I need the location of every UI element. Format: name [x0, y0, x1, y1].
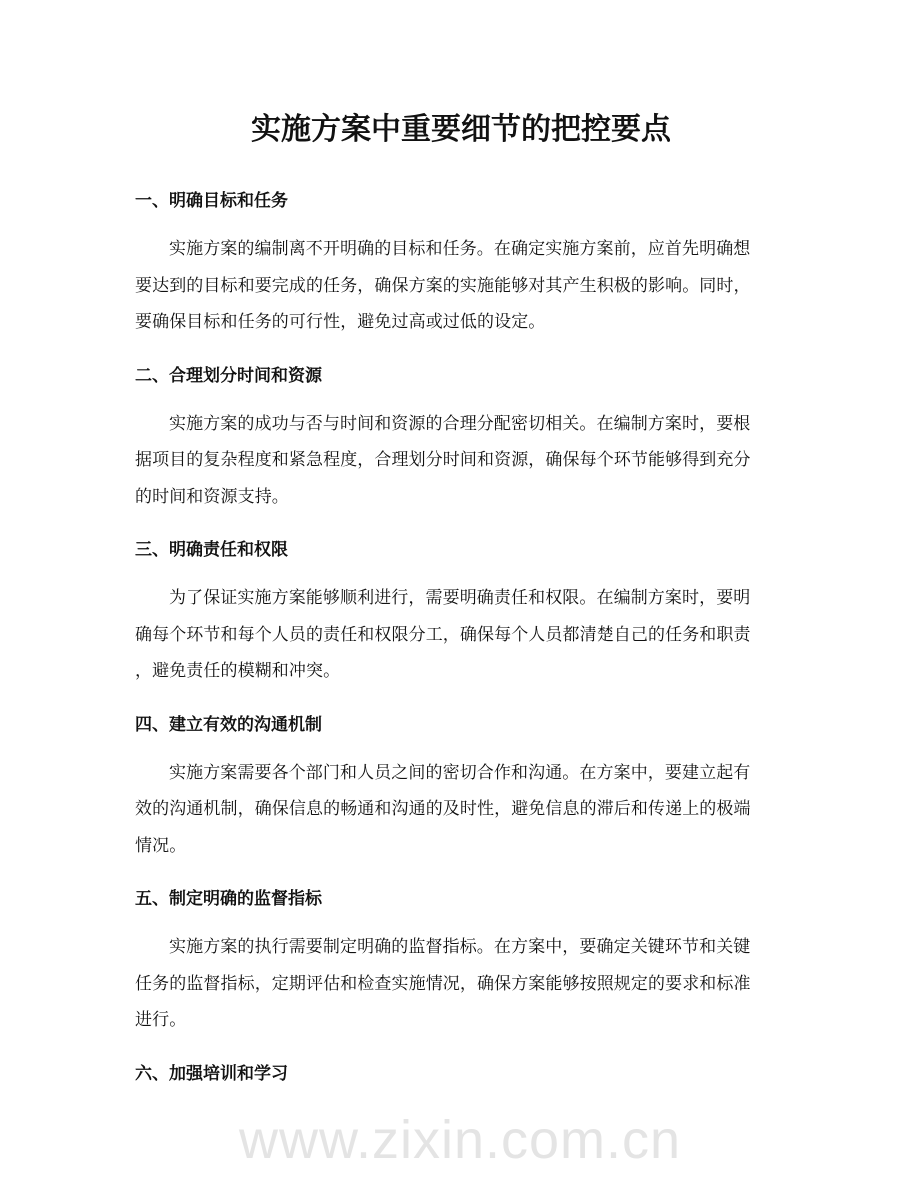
section-paragraph	[135, 580, 787, 690]
section-heading: 一、明确目标和任务	[135, 191, 288, 211]
sections-container	[135, 183, 787, 1092]
section-paragraph	[135, 755, 787, 865]
section	[135, 183, 787, 341]
section	[135, 532, 787, 690]
section-heading: 三、明确责任和权限	[135, 540, 288, 560]
paragraph-line: 据项目的复杂程度和紧急程度，合理划分时间和资源，确保每个环节能够得到充分	[135, 450, 751, 470]
paragraph-line: 要确保目标和任务的可行性，避免过高或过低的设定。	[135, 312, 546, 332]
section-heading: 五、制定明确的监督指标	[135, 889, 322, 909]
section-heading: 二、合理划分时间和资源	[135, 365, 322, 386]
document-page	[135, 110, 787, 1104]
paragraph-line: 任务的监督指标，定期评估和检查实施情况，确保方案能够按照规定的要求和标准	[135, 973, 751, 994]
section-paragraph	[135, 406, 787, 516]
section	[135, 1056, 787, 1092]
paragraph-line: 实施方案的执行需要制定明确的监督指标。在方案中，要确定关键环节和关键	[169, 937, 751, 957]
paragraph-line: 实施方案的编制离不开明确的目标和任务。在确定实施方案前，应首先明确想	[169, 239, 751, 259]
paragraph-line: 确每个环节和每个人员的责任和权限分工，确保每个人员都清楚自己的任务和职责	[135, 624, 751, 645]
section-paragraph	[135, 929, 787, 1039]
paragraph-line: 为了保证实施方案能够顺利进行，需要明确责任和权限。在编制方案时，要明	[169, 588, 751, 608]
section	[135, 358, 787, 516]
section-paragraph	[135, 231, 787, 341]
paragraph-line: 的时间和资源支持。	[135, 486, 289, 507]
paragraph-line: 效的沟通机制，确保信息的畅通和沟通的及时性，避免信息的滞后和传递上的极端	[135, 799, 751, 819]
section	[135, 707, 787, 865]
paragraph-line: 进行。	[135, 1010, 187, 1030]
section	[135, 881, 787, 1039]
section-heading: 六、加强培训和学习	[135, 1063, 288, 1084]
paragraph-line: ，避免责任的模糊和冲突。	[135, 661, 341, 681]
paragraph-line: 实施方案需要各个部门和人员之间的密切合作和沟通。在方案中，要建立起有	[169, 762, 751, 783]
paragraph-line: 实施方案的成功与否与时间和资源的合理分配密切相关。在编制方案时，要根	[169, 413, 751, 434]
section-heading: 四、建立有效的沟通机制	[135, 714, 322, 735]
paragraph-line: 情况。	[135, 835, 187, 856]
watermark: www.zixin.com.cn	[238, 1110, 682, 1170]
paragraph-line: 要达到的目标和要完成的任务，确保方案的实施能够对其产生积极的影响。同时，	[135, 275, 751, 296]
document-title: 实施方案中重要细节的把控要点	[251, 112, 671, 147]
